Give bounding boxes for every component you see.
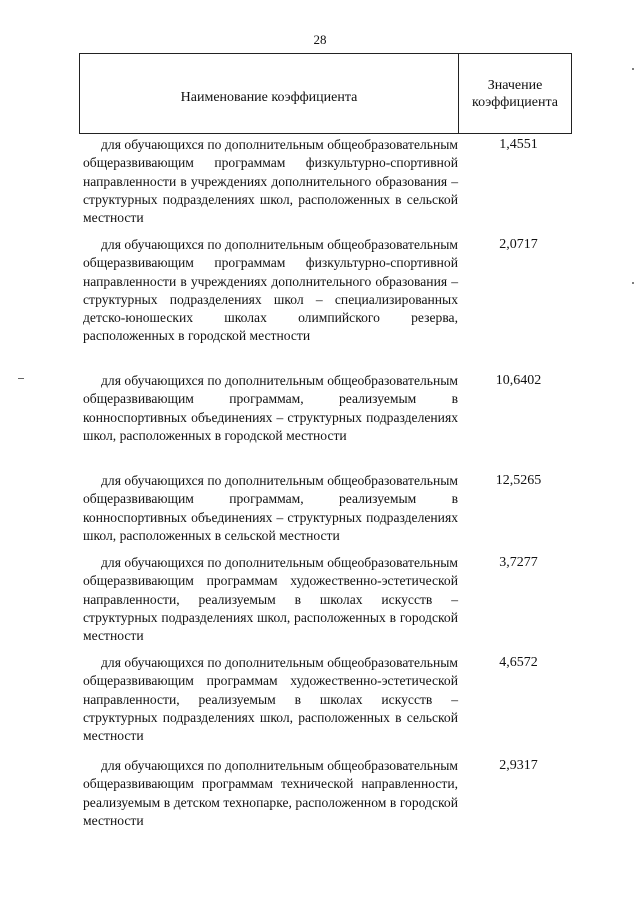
coefficient-name-header: Наименование коэффициента — [180, 90, 358, 105]
row-description: для обучающихся по дополнительным общеобразовательным общеразвивающим программам технической направленности, реализуемым в детском технопарке, расположенном в городской местности — [83, 758, 458, 828]
row-value: 12,5265 — [495, 473, 542, 488]
margin-mark — [18, 378, 24, 379]
row-value: 2,9317 — [499, 758, 538, 773]
row-value: 2,0717 — [499, 237, 538, 252]
coefficient-value-header — [459, 77, 571, 111]
row-description: для обучающихся по дополнительным общеобразовательным общеразвивающим программам художественно-эстетической направленности, реализуемым в школах искусств – структурных подразделениях школ, расположенных в городской местности — [83, 555, 458, 644]
scan-speck — [632, 68, 634, 70]
row-value: 3,7277 — [499, 555, 538, 570]
row-value: 10,6402 — [495, 373, 542, 388]
row-description: для обучающихся по дополнительным общеобразовательным общеразвивающим программам физкультурно-спортивной направленности в учреждениях дополнительного образования – структурных подразделениях школ – специализированных детско-юношеских школах олимпийского резерва, расположенных в городской местности — [83, 237, 458, 344]
row-value: 1,4551 — [499, 137, 538, 152]
scan-speck — [632, 282, 634, 284]
table-header — [79, 53, 572, 134]
row-description: для обучающихся по дополнительным общеобразовательным общеразвивающим программам, реализуемым в конноспортивных объединениях – структурных подразделениях школ, расположенных в сельской местности — [83, 473, 458, 543]
value-header-line-2: коэффициента — [472, 95, 558, 110]
row-value: 4,6572 — [499, 655, 538, 670]
row-description: для обучающихся по дополнительным общеобразовательным общеразвивающим программам, реализуемым в конноспортивных объединениях – структурных подразделениях школ, расположенных в городской местности — [83, 373, 458, 443]
row-description: для обучающихся по дополнительным общеобразовательным общеразвивающим программам художественно-эстетической направленности, реализуемым в школах искусств – структурных подразделениях школ, расположенных в сельской местности — [83, 655, 458, 744]
row-description: для обучающихся по дополнительным общеобразовательным общеразвивающим программам физкультурно-спортивной направленности в учреждениях дополнительного образования – структурных подразделениях школ, расположенных в сельской местности — [83, 137, 458, 226]
page-number: 28 — [313, 32, 327, 47]
value-header-line-1: Значение — [487, 78, 543, 93]
